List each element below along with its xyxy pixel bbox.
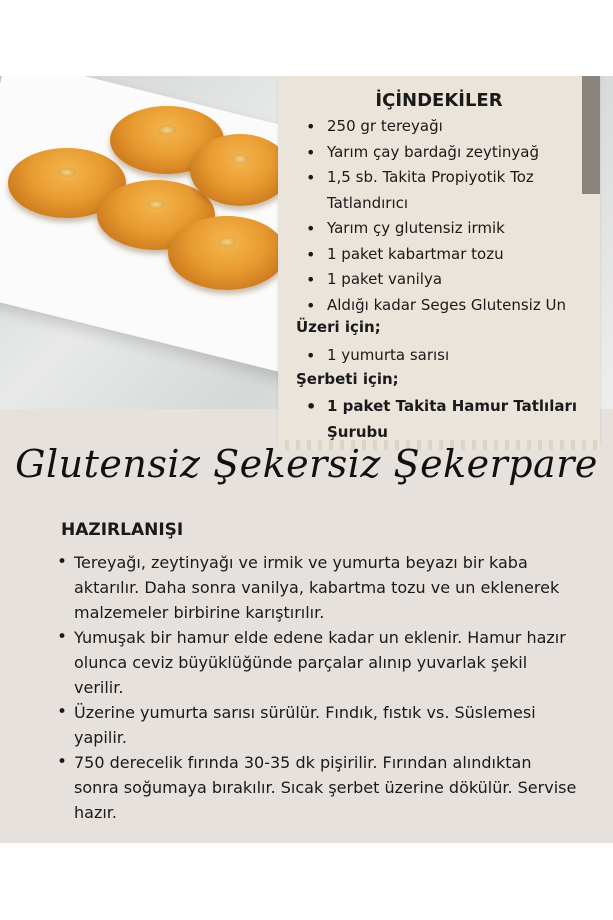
ingredients-list bbox=[306, 114, 598, 318]
preparation-step: • Yumuşak bir hamur elde edene kadar un eklenir. Hamur hazır olunca ceviz büyüklüğünde parçalar alınıp yuvarlak şekil verilir. bbox=[57, 625, 577, 700]
preparation-step: • 750 derecelik fırında 30-35 dk pişirilir. Fırından alındıktan sonra soğumaya bırakılır. Sıcak şerbet üzerine dökülür. Servise hazır. bbox=[57, 750, 577, 825]
ingredient-item: • 1,5 sb. Takita Propiyotik Toz Tatlandırıcı bbox=[306, 165, 598, 216]
pastry bbox=[190, 134, 290, 206]
ingredient-item: • 1 paket vanilya bbox=[306, 267, 598, 293]
ingredients-panel bbox=[278, 76, 600, 444]
syrup-list bbox=[306, 394, 598, 445]
background-strip bbox=[582, 76, 600, 194]
ingredient-item: • 250 gr tereyağı bbox=[306, 114, 598, 140]
preparation-step: • Tereyağı, zeytinyağı ve irmik ve yumurta beyazı bir kaba aktarılır. Daha sonra vanilya, kabartma tozu ve un eklenerek malzemeler birbirine karıştırılır. bbox=[57, 550, 577, 625]
ingredient-item: • Aldığı kadar Seges Glutensiz Un bbox=[306, 293, 598, 319]
recipe-title: Glutensiz Şekersiz Şekerpare bbox=[15, 442, 598, 486]
syrup-subtitle: Şerbeti için; bbox=[296, 370, 399, 388]
syrup-item: • 1 paket Takita Hamur Tatlıları Şurubu bbox=[306, 394, 598, 445]
ingredient-item: • 1 paket kabartmar tozu bbox=[306, 242, 598, 268]
topping-subtitle: Üzeri için; bbox=[296, 318, 381, 336]
ingredients-title: İÇİNDEKİLER bbox=[375, 90, 503, 111]
topping-list bbox=[306, 343, 598, 369]
ingredient-item: • Yarım çay bardağı zeytinyağ bbox=[306, 140, 598, 166]
preparation-title: HAZIRLANIŞI bbox=[61, 520, 184, 540]
topping-item: • 1 yumurta sarısı bbox=[306, 343, 598, 369]
preparation-step: • Üzerine yumurta sarısı sürülür. Fındık, fıstık vs. Süslemesi yapilir. bbox=[57, 700, 577, 750]
ingredient-item: • Yarım çy glutensiz irmik bbox=[306, 216, 598, 242]
preparation-steps bbox=[57, 550, 577, 825]
recipe-card bbox=[0, 76, 613, 843]
pastry bbox=[168, 216, 286, 290]
